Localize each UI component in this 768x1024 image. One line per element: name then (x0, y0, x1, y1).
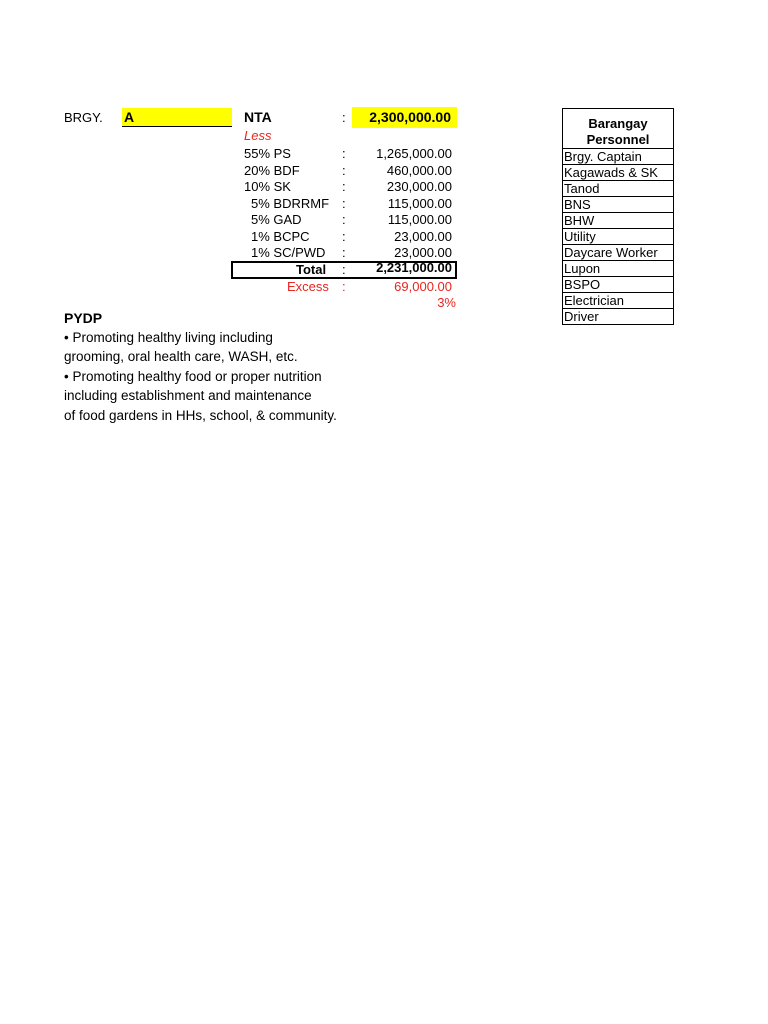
deduction-value[interactable]: 230,000.00 (386, 179, 452, 194)
deduction-label: 20% BDF (244, 163, 300, 178)
deduction-label: 10% SK (244, 179, 291, 194)
deduction-colon: : (342, 179, 346, 194)
deduction-label: 5% BDRRMF (251, 196, 330, 211)
personnel-title-line2: Personnel (586, 132, 650, 147)
table-row (563, 261, 674, 277)
pydp-line: • Promoting healthy food or proper nutrition (64, 369, 322, 384)
deduction-colon: : (342, 163, 346, 178)
deduction-colon: : (342, 146, 346, 161)
brgy-value-cell[interactable]: A (122, 108, 232, 127)
personnel-header-row (563, 109, 674, 149)
deduction-value[interactable]: 23,000.00 (394, 229, 452, 244)
deduction-colon: : (342, 229, 346, 244)
personnel-cell[interactable]: Brgy. Captain (563, 149, 674, 165)
personnel-title-line1: Barangay (588, 116, 648, 131)
excess-label: Excess (287, 279, 329, 294)
brgy-label: BRGY. (64, 110, 103, 125)
table-row (563, 165, 674, 181)
total-value-cell[interactable]: 2,231,000.00 (376, 260, 452, 275)
excess-value-cell[interactable]: 69,000.00 (394, 279, 452, 294)
table-row (563, 245, 674, 261)
deduction-label: 1% BCPC (251, 229, 310, 244)
deduction-value[interactable]: 23,000.00 (394, 245, 452, 260)
table-row (563, 197, 674, 213)
personnel-cell[interactable]: Utility (563, 229, 674, 245)
deduction-value[interactable]: 1,265,000.00 (376, 146, 452, 161)
personnel-cell[interactable]: BNS (563, 197, 674, 213)
deduction-label: 55% PS (244, 146, 291, 161)
personnel-cell[interactable]: BSPO (563, 277, 674, 293)
total-colon: : (342, 262, 346, 277)
personnel-cell[interactable]: Lupon (563, 261, 674, 277)
personnel-header-cell[interactable] (563, 109, 674, 149)
deduction-value[interactable]: 115,000.00 (387, 196, 452, 211)
nta-colon: : (342, 110, 346, 125)
table-row (563, 181, 674, 197)
personnel-cell[interactable]: Daycare Worker (563, 245, 674, 261)
pydp-title: PYDP (64, 310, 103, 326)
personnel-table (562, 108, 674, 325)
deduction-label: 1% SC/PWD (251, 245, 326, 260)
deduction-label: 5% GAD (251, 212, 302, 227)
excess-colon: : (342, 279, 346, 294)
nta-label: NTA (244, 109, 272, 125)
table-row (563, 309, 674, 325)
table-row (563, 277, 674, 293)
nta-value-cell[interactable]: 2,300,000.00 (352, 107, 457, 128)
personnel-cell[interactable]: BHW (563, 213, 674, 229)
personnel-cell[interactable]: Electrician (563, 293, 674, 309)
deduction-colon: : (342, 196, 346, 211)
pydp-line: including establishment and maintenance (64, 388, 312, 403)
table-row (563, 149, 674, 165)
less-label: Less (244, 128, 272, 143)
table-row (563, 293, 674, 309)
table-row (563, 213, 674, 229)
deduction-value[interactable]: 115,000.00 (387, 212, 452, 227)
pydp-line: grooming, oral health care, WASH, etc. (64, 349, 298, 364)
personnel-cell[interactable]: Tanod (563, 181, 674, 197)
pydp-line: of food gardens in HHs, school, & community. (64, 408, 337, 423)
table-row (563, 229, 674, 245)
pydp-line: • Promoting healthy living including (64, 330, 273, 345)
personnel-cell[interactable]: Driver (563, 309, 674, 325)
deduction-colon: : (342, 245, 346, 260)
total-label: Total (296, 262, 327, 277)
personnel-cell[interactable]: Kagawads & SK (563, 165, 674, 181)
excess-percent-cell[interactable]: 3% (437, 295, 456, 310)
deduction-colon: : (342, 212, 346, 227)
deduction-value[interactable]: 460,000.00 (386, 163, 452, 178)
